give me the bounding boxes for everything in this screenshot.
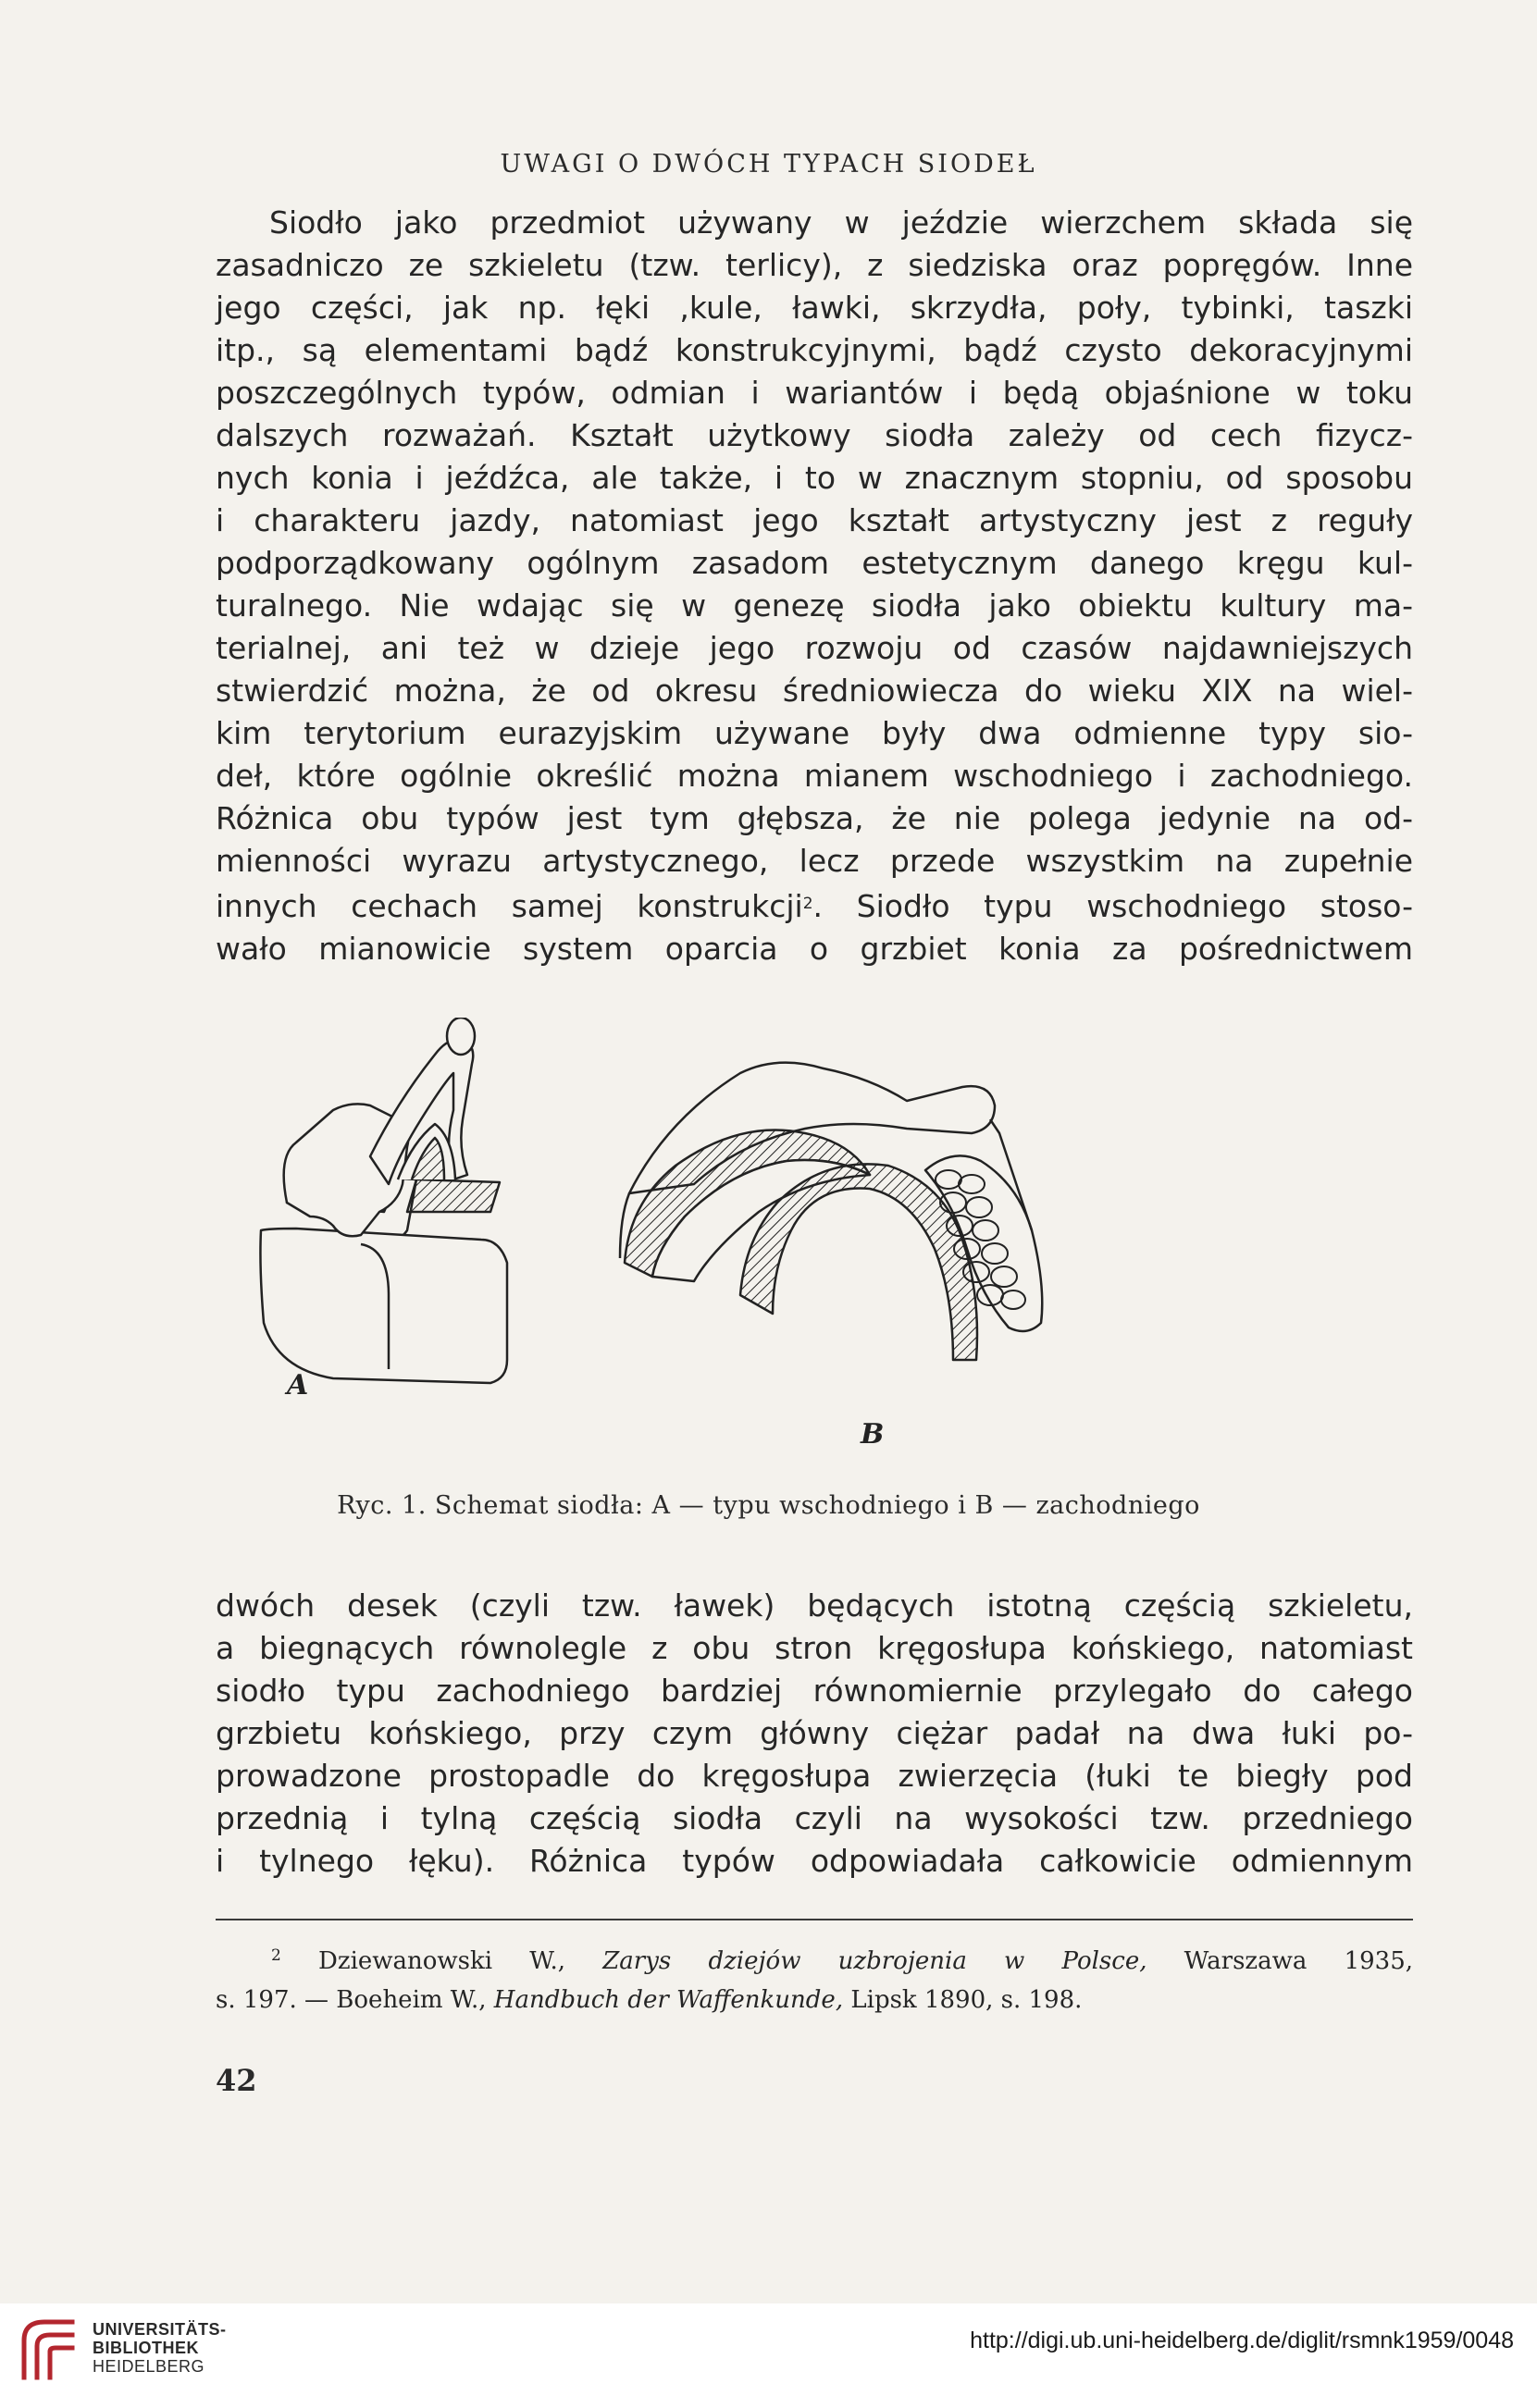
text-line: grzbietu końskiego, przy czym główny ciężar padał na dwa łuki po- xyxy=(216,1715,1413,1751)
footnote-place-2: Lipsk 1890, s. 198. xyxy=(850,1986,1083,2014)
text-line-with-footnote xyxy=(216,883,1413,928)
footnote-line-1 xyxy=(216,1936,1413,1981)
text-line: jego części, jak np. łęki ,kule, ławki, skrzydła, poły, tybinki, taszki xyxy=(216,290,1413,326)
text-line: podporządkowany ogólnym zasadom estetycznym danego kręgu kul- xyxy=(216,545,1413,581)
figure-label-b: B xyxy=(861,1418,885,1451)
footnote-mark: 2 xyxy=(271,1946,281,1965)
text-line: deł, które ogólnie określić można mianem wschodniego i zachodniego. xyxy=(216,758,1413,794)
footnote xyxy=(216,1936,1413,2019)
text-line: itp., są elementami bądź konstrukcyjnymi, bądź czysto dekoracyjnymi xyxy=(216,332,1413,368)
text-line-start: innych cechach samej konstrukcji xyxy=(216,888,803,924)
text-line: przednią i tylną częścią siodła czyli na wysokości tzw. przedniego xyxy=(216,1800,1413,1836)
saddle-a-drawing xyxy=(260,1018,507,1383)
footnote-title-1: Zarys dziejów uzbrojenia w Polsce, xyxy=(602,1947,1147,1975)
text-line: stwierdzić można, że od okresu średniowiecza do wieku XIX na wiel- xyxy=(216,673,1413,709)
saddle-drawings xyxy=(259,1018,1416,1489)
figure-saddle-schematics xyxy=(259,1018,1416,1489)
text-line: a biegnących równolegle z obu stron kręgosłupa końskiego, natomiast xyxy=(216,1630,1413,1666)
running-head: UWAGI O DWÓCH TYPACH SIODEŁ xyxy=(500,150,1037,179)
footnote-separator xyxy=(216,1919,1413,1920)
text-line-end: . Siodło typu wschodniego stoso- xyxy=(812,888,1413,924)
text-line: i charakteru jazdy, natomiast jego kształt artystyczny jest z reguły xyxy=(216,502,1413,538)
text-line: turalnego. Nie wdając się w genezę siodła jako obiektu kultury ma- xyxy=(216,587,1413,624)
digitization-footer xyxy=(0,2303,1537,2408)
text-line: dalszych rozważań. Kształt użytkowy siodła zależy od cech fizycz- xyxy=(216,417,1413,453)
footnote-line-2 xyxy=(216,1981,1413,2019)
library-logo-icon xyxy=(17,2313,81,2387)
text-line: Siodło jako przedmiot używany w jeździe wierzchem składa się xyxy=(269,204,1413,241)
text-line: mienności wyrazu artystycznego, lecz przede wszystkim na zupełnie xyxy=(216,843,1413,879)
text-line: wało mianowicie system oparcia o grzbiet konia za pośrednictwem xyxy=(216,931,1413,967)
page-number: 42 xyxy=(216,2063,257,2098)
text-line: dwóch desek (czyli tzw. ławek) będących istotną częścią szkieletu, xyxy=(216,1587,1413,1624)
text-line: Różnica obu typów jest tym głębsza, że nie polega jedynie na od- xyxy=(216,800,1413,836)
library-name xyxy=(93,2320,227,2376)
footnote-author-1: Dziewanowski W., xyxy=(318,1947,566,1975)
source-url-link[interactable]: http://digi.ub.uni-heidelberg.de/diglit/rsmnk1959/0048 xyxy=(970,2328,1514,2353)
footnote-title-2: Handbuch der Waffenkunde, xyxy=(493,1986,844,2014)
figure-label-a: A xyxy=(287,1369,309,1402)
library-name-line-3: HEIDELBERG xyxy=(93,2357,205,2376)
text-line: i tylnego łęku). Różnica typów odpowiadała całkowicie odmiennym xyxy=(216,1843,1413,1879)
text-line: nych konia i jeźdźca, ale także, i to w znacznym stopniu, od sposobu xyxy=(216,460,1413,496)
text-line: prowadzone prostopadle do kręgosłupa zwierzęcia (łuki te biegły pod xyxy=(216,1758,1413,1794)
text-line: poszczególnych typów, odmian i wariantów i będą objaśnione w toku xyxy=(216,375,1413,411)
footnote-author-2: s. 197. — Boeheim W., xyxy=(216,1986,487,2014)
library-name-line-2: BIBLIOTHEK xyxy=(93,2339,199,2357)
paragraph-2 xyxy=(216,1585,1413,1883)
text-line: terialnej, ani też w dzieje jego rozwoju od czasów najdawniejszych xyxy=(216,630,1413,666)
text-line: kim terytorium eurazyjskim używane były dwa odmienne typy sio- xyxy=(216,715,1413,751)
library-name-line-1: UNIVERSITÄTS- xyxy=(93,2320,227,2339)
footnote-place-1: Warszawa 1935, xyxy=(1184,1947,1413,1975)
text-line: zasadniczo ze szkieletu (tzw. terlicy), z siedziska oraz popręgów. Inne xyxy=(216,247,1413,283)
saddle-b-drawing xyxy=(620,1063,1042,1360)
figure-caption: Ryc. 1. Schemat siodła: A — typu wschodniego i B — zachodniego xyxy=(337,1491,1200,1520)
paragraph-1 xyxy=(216,202,1413,970)
footnote-reference[interactable]: 2 xyxy=(802,895,813,913)
text-line: siodło typu zachodniego bardziej równomiernie przylegało do całego xyxy=(216,1673,1413,1709)
